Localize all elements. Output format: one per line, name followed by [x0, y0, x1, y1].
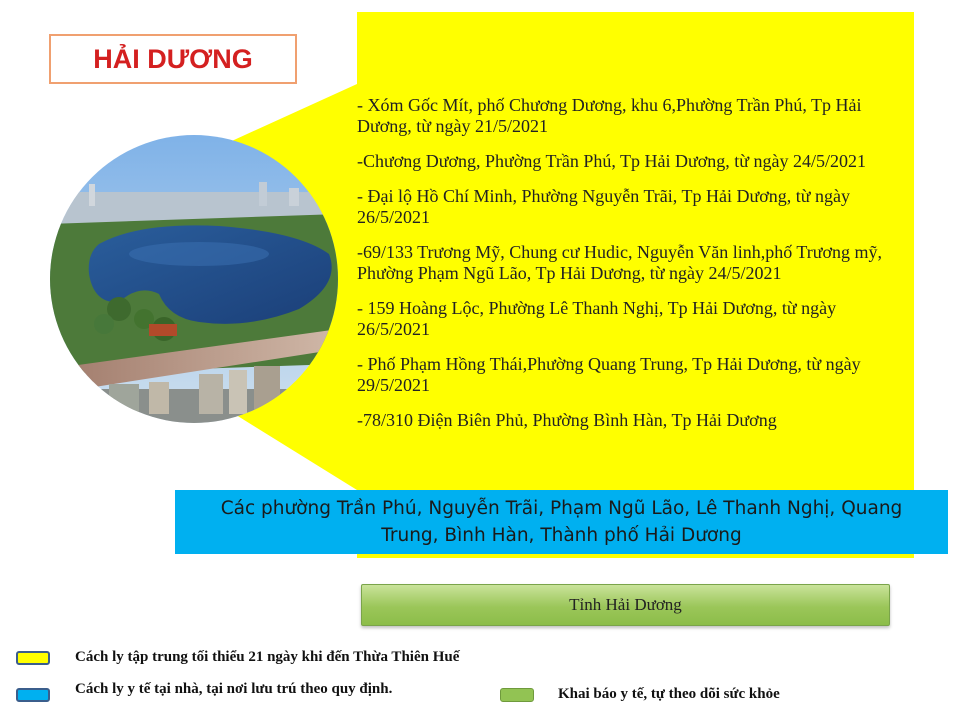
legend-text-green: Khai báo y tế, tự theo dõi sức khỏe — [558, 686, 780, 702]
address-list — [357, 95, 902, 431]
province-label: Tỉnh Hải Dương — [569, 595, 682, 614]
legend-swatch-green — [500, 688, 534, 702]
page-title: HẢI DƯƠNG — [49, 34, 297, 84]
legend-text-blue: Cách ly y tế tại nhà, tại nơi lưu trú theo quy định. — [75, 681, 393, 697]
wards-note-text: Các phường Trần Phú, Nguyễn Trãi, Phạm Ngũ Lão, Lê Thanh Nghị, Quang Trung, Bình Hàn, Thành phố Hải Dương — [220, 498, 903, 546]
legend-swatch-yellow — [16, 651, 50, 665]
wards-note-box — [175, 490, 948, 554]
city-lake-photo — [49, 134, 339, 424]
address-item: -69/133 Trương Mỹ, Chung cư Hudic, Nguyễn Văn linh,phố Trương mỹ, Phường Phạm Ngũ Lão, Tp Hải Dương, từ ngày 24/5/2021 — [357, 242, 883, 283]
address-item: -78/310 Điện Biên Phủ, Phường Bình Hàn, Tp Hải Dương — [357, 410, 777, 430]
address-item: - Xóm Gốc Mít, phố Chương Dương, khu 6,Phường Trần Phú, Tp Hải Dương, từ ngày 21/5/2021 — [357, 95, 862, 136]
address-item: - Đại lộ Hồ Chí Minh, Phường Nguyễn Trãi, Tp Hải Dương, từ ngày 26/5/2021 — [357, 186, 850, 227]
address-item: -Chương Dương, Phường Trần Phú, Tp Hải Dương, từ ngày 24/5/2021 — [357, 151, 867, 171]
legend-swatch-blue — [16, 688, 50, 702]
province-box — [361, 584, 890, 626]
address-item: - 159 Hoàng Lộc, Phường Lê Thanh Nghị, Tp Hải Dương, từ ngày 26/5/2021 — [357, 298, 837, 339]
legend-text-yellow: Cách ly tập trung tối thiểu 21 ngày khi đến Thừa Thiên Huế — [75, 649, 460, 665]
address-item: - Phố Phạm Hồng Thái,Phường Quang Trung, Tp Hải Dương, từ ngày 29/5/2021 — [357, 354, 861, 395]
